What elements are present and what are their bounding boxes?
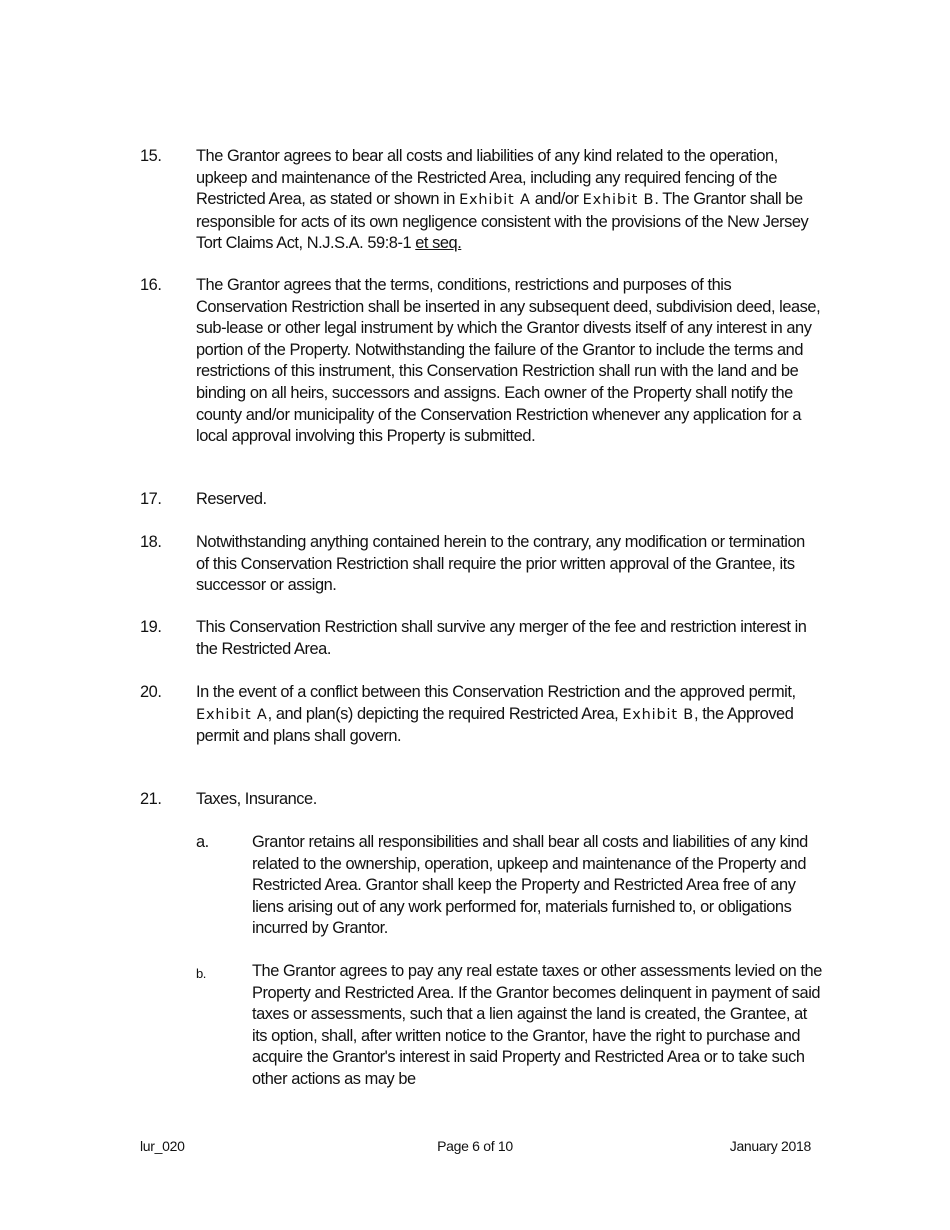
clause-text-part: In the event of a conflict between this Conservation Restriction and the approved permit, xyxy=(196,683,796,701)
clause-number: 20. xyxy=(140,683,162,701)
clause-text: The Grantor agrees that the terms, conditions, restrictions and purposes of this Conservation Restriction shall be inserted in any subsequent deed, subdivision deed, lease, sub-lease or other legal instrument by which the Grantor divests itself of any interest in any portion of the Property. Notwithstanding the failure of the Grantor to include the terms and restrictions of this instrument, this Conservation Restriction shall run with the land and be binding on all heirs, successors and assigns. Each owner of the Property shall notify the county and/or municipality of the Conservation Restriction whenever any application for a local approval involving this Property is submitted. xyxy=(196,276,821,446)
clause-number: 17. xyxy=(140,490,162,508)
clause-number: 15. xyxy=(140,147,162,165)
clause-text-part: , and plan(s) depicting the required Restricted Area, xyxy=(267,704,619,723)
footer-date: January 2018 xyxy=(729,1138,811,1154)
exhibit-a-reference: Exhibit A xyxy=(459,192,531,209)
subclause-text: The Grantor agrees to pay any real estate taxes or other assessments levied on the Property and Restricted Area. If the Grantor becomes delinquent in payment of said taxes or assessments, such that a lien against the land is created, the Grantee, at its option, shall, after written notice to the Grantor, have the right to purchase and acquire the Grantor's interest in said Property and Restricted Area or to take such other actions as may be xyxy=(252,962,822,1088)
clause-text-part: . The Grantor shall be responsible for acts of its own negligence consistent with the provisions of the New Jersey Tort Claims Act, N.J.S.A. 59:8-1 xyxy=(196,190,809,253)
et-seq-reference: et seq. xyxy=(415,234,462,253)
exhibit-a-reference: Exhibit A xyxy=(196,706,268,723)
exhibit-b-reference: Exhibit B xyxy=(622,706,694,723)
clause-number: 18. xyxy=(140,533,162,551)
subclause-letter: b. xyxy=(196,966,206,981)
clause-number: 21. xyxy=(140,790,162,808)
clause-text: This Conservation Restriction shall survive any merger of the fee and restriction interest in the Restricted Area. xyxy=(196,618,807,658)
clause-text: Notwithstanding anything contained herein to the contrary, any modification or termination of this Conservation Restriction shall require the prior written approval of the Grantee, its successor or assign. xyxy=(196,533,805,595)
clause-text xyxy=(196,682,821,748)
clause-number: 16. xyxy=(140,276,162,294)
clause-text xyxy=(196,146,821,255)
subclause-text: Grantor retains all responsibilities and shall bear all costs and liabilities of any kind related to the ownership, operation, upkeep and maintenance of the Property and Restricted Area. Grantor shall keep the Property and Restricted Area free of any liens arising out of any work performed for, materials furnished to, or obligations incurred by Grantor. xyxy=(252,833,808,938)
clause-text-part: , the Approved permit and plans shall govern. xyxy=(196,704,794,746)
exhibit-b-reference: Exhibit B xyxy=(582,192,655,209)
clause-text: Reserved. xyxy=(196,490,267,508)
clause-text-part: The Grantor agrees to bear all costs and liabilities of any kind related to the operation, upkeep and maintenance of the Restricted Area, including any required fencing of the Restricted Area, as stated or shown in xyxy=(196,147,778,209)
clause-text-part: and/or xyxy=(534,190,579,209)
subclause-letter: a. xyxy=(196,833,209,851)
clause-heading: Taxes, Insurance. xyxy=(196,790,317,808)
clause-number: 19. xyxy=(140,618,162,636)
footer-form-id: lur_020 xyxy=(140,1138,185,1154)
footer-page-number: Page 6 of 10 xyxy=(437,1138,513,1154)
